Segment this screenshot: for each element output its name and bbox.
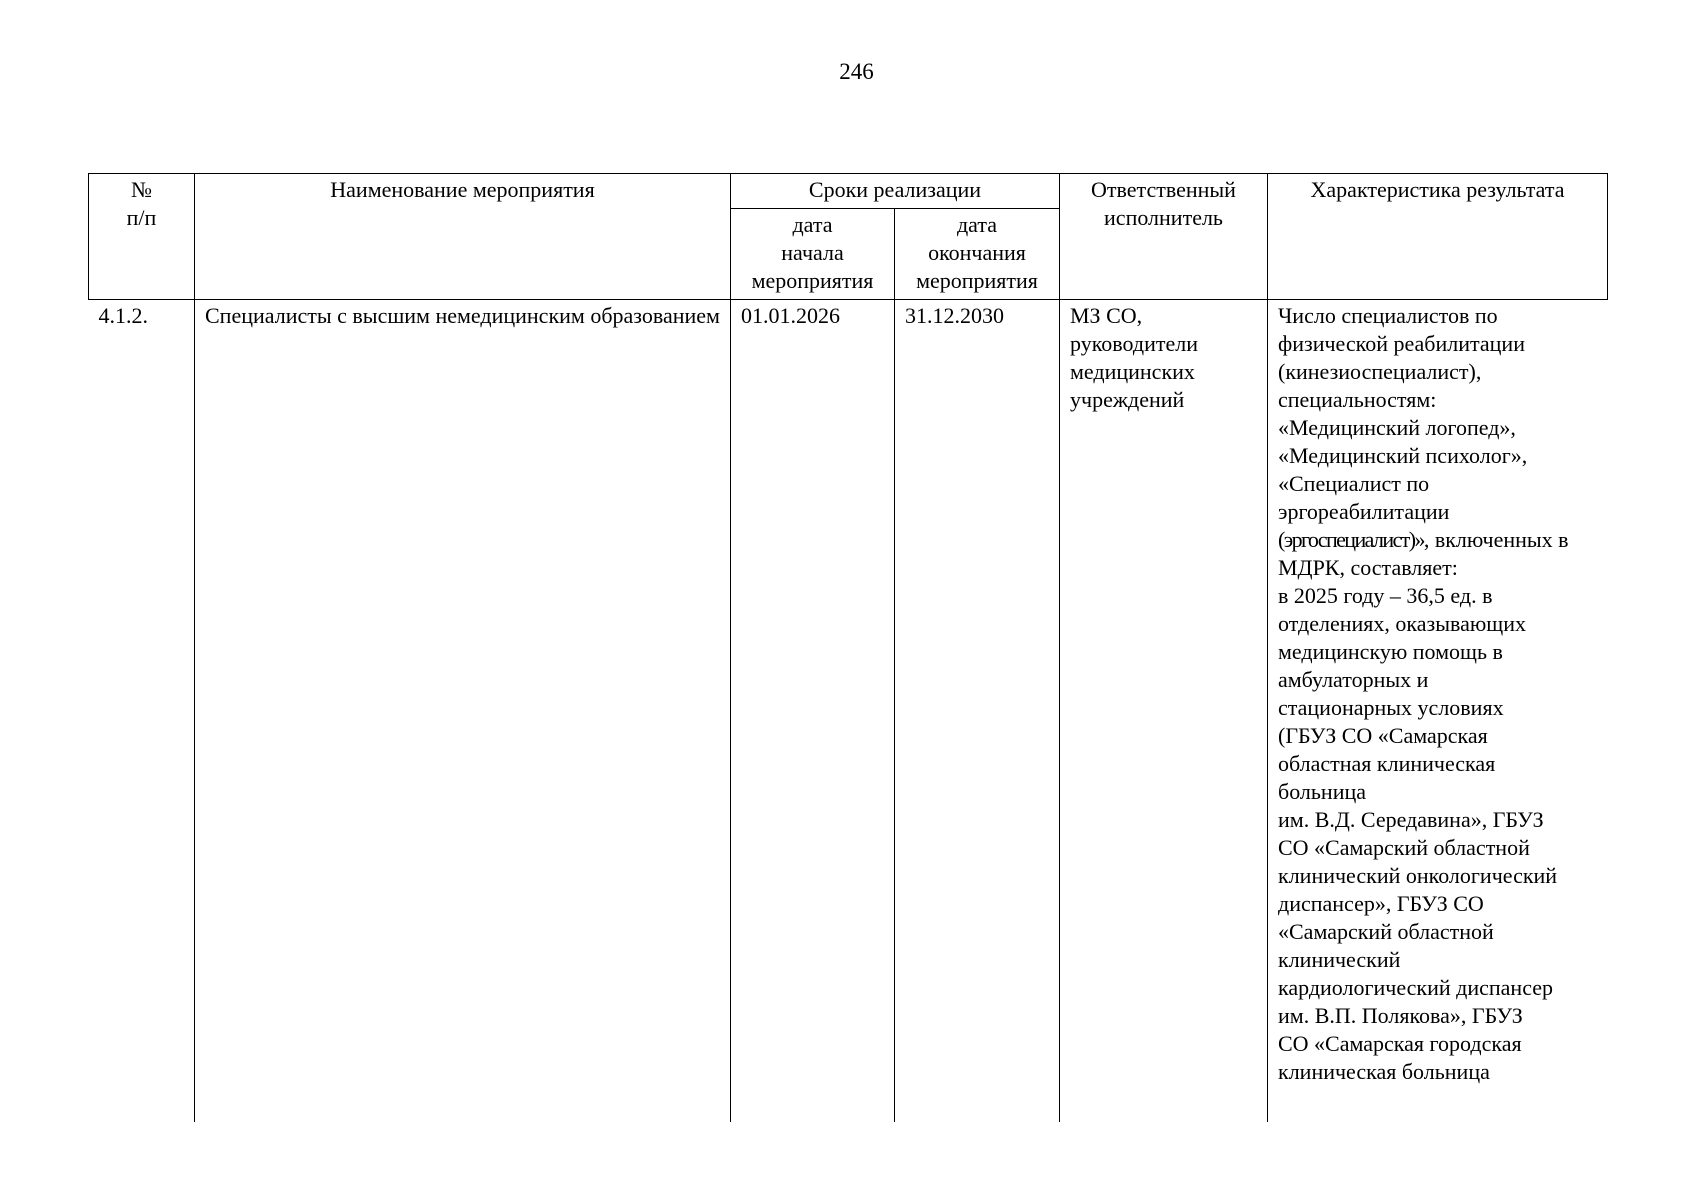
activities-table <box>88 173 1608 1122</box>
header-activity-name: Наименование мероприятия <box>195 174 731 300</box>
header-end-date: дата окончания мероприятия <box>895 209 1060 300</box>
header-responsible: Ответственный исполнитель <box>1060 174 1268 300</box>
row-responsible: МЗ СО, руководители медицинских учреждений <box>1060 300 1268 1123</box>
row-end-date: 31.12.2030 <box>895 300 1060 1123</box>
row-activity-name: Специалисты с высшим немедицинским образованием <box>195 300 731 1123</box>
row-number: 4.1.2. <box>89 300 195 1123</box>
row-result <box>1268 300 1608 1123</box>
header-number: № п/п <box>89 174 195 300</box>
row-result-part-2: (эргоспециалист)» <box>1278 527 1424 552</box>
row-result-part-1: Число специалистов по физической реабилитации (кинезиоспециалист), специальностям: «Медицинский логопед», «Медицинский психолог», «Специалист по эргореабилитации <box>1278 303 1528 524</box>
header-implementation-period: Сроки реализации <box>731 174 1060 209</box>
page-number: 246 <box>839 59 874 84</box>
row-result-part-3: , включенных в МДРК, составляет: в 2025 году – 36,5 ед. в отделениях, оказывающих медицинскую помощь в амбулаторных и стационарных условиях (ГБУЗ СО «Самарская областная клиническая больница им. В.Д. Середавина», ГБУЗ СО «Самарский областной клинический онкологический диспансер», ГБУЗ СО «Самарский областной клинический кардиологический диспансер им. В.П. Полякова», ГБУЗ СО «Самарская городская клиническая больница <box>1278 527 1569 1084</box>
row-start-date: 01.01.2026 <box>731 300 895 1123</box>
table-row <box>89 300 1608 1123</box>
header-start-date: дата начала мероприятия <box>731 209 895 300</box>
table-header-row <box>89 174 1608 209</box>
header-result: Характеристика результата <box>1268 174 1608 300</box>
